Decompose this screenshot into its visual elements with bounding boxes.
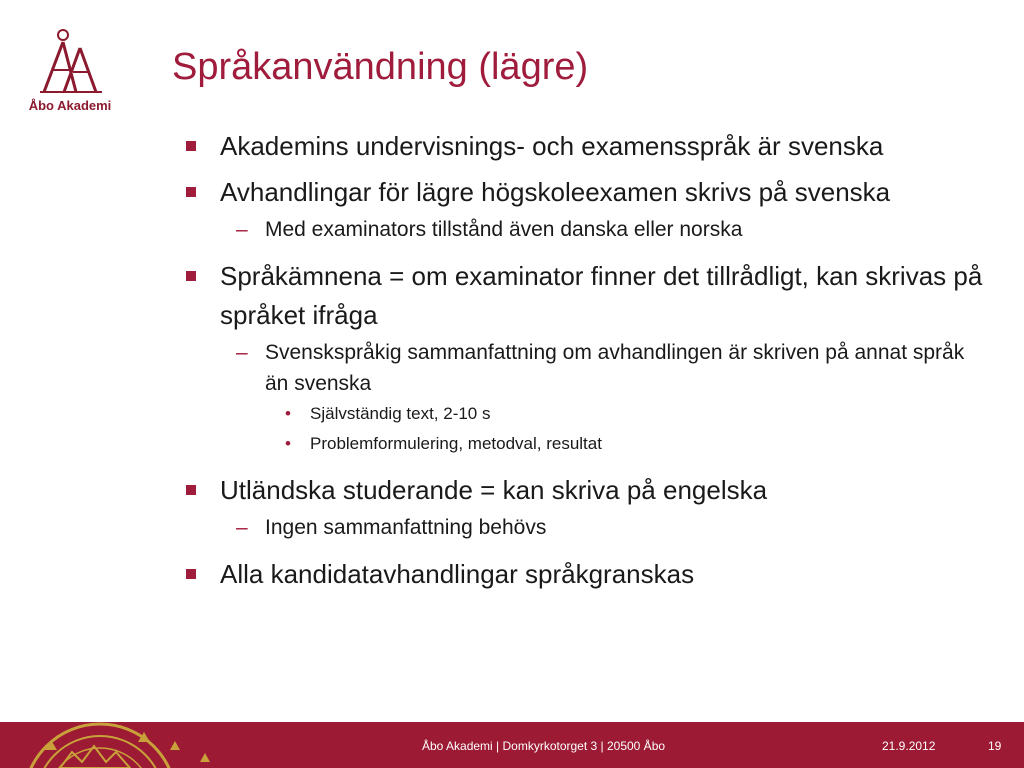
footer-address: Åbo Akademi | Domkyrkotorget 3 | 20500 Åbo bbox=[422, 739, 666, 753]
bullet-text: Språkämnena = om examinator finner det tillrådligt, kan skrivas på språket ifråga bbox=[220, 261, 983, 330]
bullet-text: Med examinators tillstånd även danska eller norska bbox=[265, 218, 743, 241]
footer-bar bbox=[0, 722, 1024, 768]
sub-bullet-item bbox=[186, 214, 986, 245]
bullet-list bbox=[186, 120, 986, 594]
bullet-marker bbox=[186, 485, 196, 495]
bullet-text: Akademins undervisnings- och examensspråk är svenska bbox=[220, 131, 884, 161]
bullet-item bbox=[186, 555, 986, 594]
slide-title: Språkanvändning (lägre) bbox=[172, 46, 589, 88]
bullet-item bbox=[186, 173, 986, 212]
bullet-marker: – bbox=[236, 341, 248, 364]
sub-bullet-item bbox=[186, 512, 986, 543]
bullet-marker bbox=[186, 141, 196, 151]
sub-sub-bullet-item bbox=[186, 399, 986, 429]
bullet-text: Avhandlingar för lägre högskoleexamen skrivs på svenska bbox=[220, 177, 891, 207]
bullet-text: Självständig text, 2-10 s bbox=[310, 404, 491, 423]
bullet-text: Svenskspråkig sammanfattning om avhandlingen är skriven på annat språk än svenska bbox=[265, 341, 965, 395]
bullet-marker: – bbox=[236, 516, 248, 539]
bullet-item bbox=[186, 127, 986, 166]
bullet-text: Utländska studerande = kan skriva på engelska bbox=[220, 475, 768, 505]
bullet-text: Problemformulering, metodval, resultat bbox=[310, 434, 602, 453]
bullet-marker: • bbox=[285, 404, 291, 423]
bullet-marker bbox=[186, 569, 196, 579]
university-seal-icon bbox=[20, 722, 240, 768]
logo-wordmark: Åbo Akademi bbox=[28, 98, 112, 113]
sub-bullet-item bbox=[186, 337, 986, 399]
bullet-marker: • bbox=[285, 434, 291, 453]
bullet-item bbox=[186, 257, 986, 335]
sub-sub-bullet-item bbox=[186, 429, 986, 459]
bullet-text: Ingen sammanfattning behövs bbox=[265, 516, 547, 539]
footer-date: 21.9.2012 bbox=[882, 739, 936, 753]
bullet-item bbox=[186, 471, 986, 510]
bullet-text: Alla kandidatavhandlingar språkgranskas bbox=[220, 559, 695, 589]
footer-page-number: 19 bbox=[988, 739, 1002, 753]
bullet-marker bbox=[186, 271, 196, 281]
bullet-marker: – bbox=[236, 218, 248, 241]
bullet-marker bbox=[186, 187, 196, 197]
